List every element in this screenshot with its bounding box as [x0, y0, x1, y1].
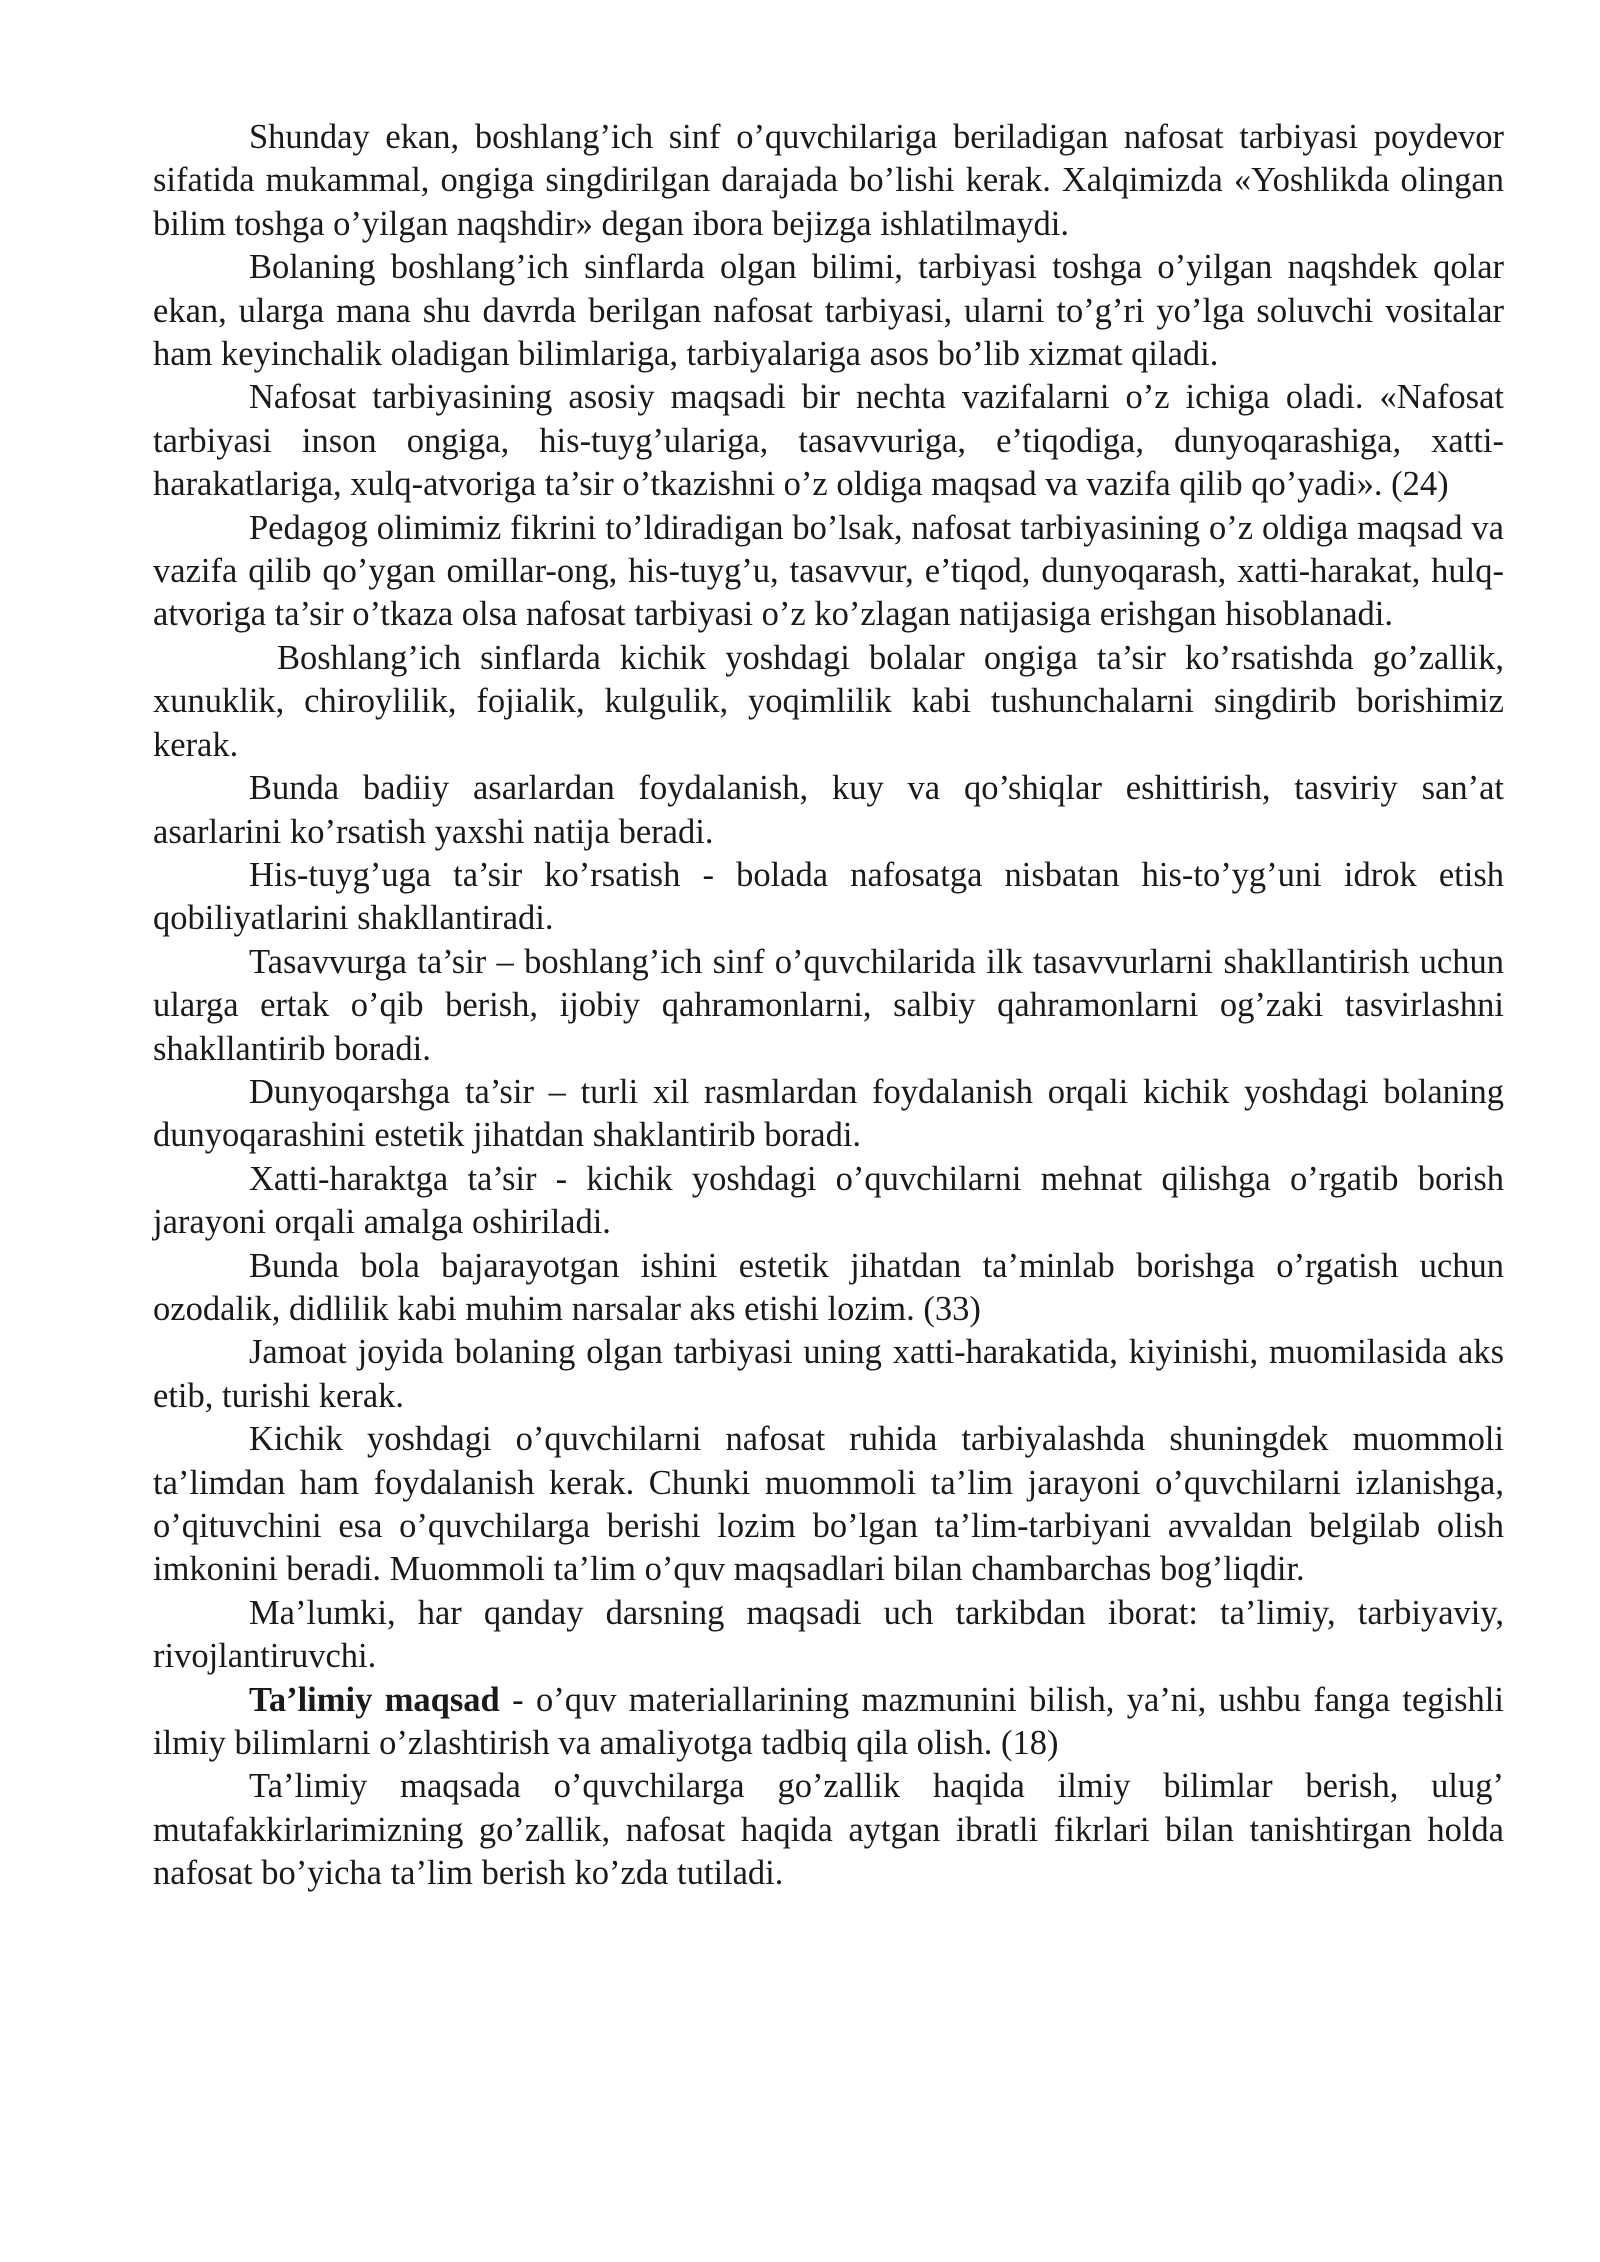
talimiy-maqsad-paragraph — [153, 1679, 1504, 1766]
paragraph: Ta’limiy maqsada o’quvchilarga go’zallik haqida ilmiy bilimlar berish, ulug’ mutafakkirlarimizning go’zallik, nafosat haqida aytgan ibratli fikrlari bilan tanishtirgan holda nafosat bo’yicha ta’lim berish ko’zda tutiladi. — [153, 1767, 1504, 1893]
paragraph: Ma’lumki, har qanday darsning maqsadi uch tarkibdan iborat: ta’limiy, tarbiyaviy, rivojlantiruvchi. — [153, 1593, 1504, 1676]
paragraph: Nafosat tarbiyasining asosiy maqsadi bir nechta vazifalarni o’z ichiga oladi. «Nafosat tarbiyasi inson ongiga, his-tuyg’ulariga, tasavvuriga, e’tiqodiga, dunyoqarashiga, xatti-harakatlariga, xulq-atvoriga ta’sir o’tkazishni o’z oldiga maqsad va vazifa qilib qo’yadi». (24) — [153, 378, 1504, 504]
talimiy-maqsad-term: Ta’limiy maqsad — [249, 1680, 500, 1719]
paragraph: Bunda badiiy asarlardan foydalanish, kuy va qo’shiqlar eshittirish, tasviriy san’at asarlarini ko’rsatish yaxshi natija beradi. — [153, 769, 1504, 851]
paragraph: Xatti-haraktga ta’sir - kichik yoshdagi o’quvchilarni mehnat qilishga o’rgatib borish jarayoni orqali amalga oshiriladi. — [153, 1159, 1504, 1242]
paragraph: Pedagog olimimiz fikrini to’ldiradigan bo’lsak, nafosat tarbiyasining o’z oldiga maqsad va vazifa qilib qo’ygan omillar-ong, his-tuyg’u, tasavvur, e’tiqod, dunyoqarash, xatti-harakat, hulq-atvoriga ta’sir o’tkaza olsa nafosat tarbiyasi o’z ko’zlagan natijasiga erishgan hisoblanadi. — [153, 508, 1504, 634]
paragraph: Tasavvurga ta’sir – boshlang’ich sinf o’quvchilarida ilk tasavvurlarni shakllantirish uchun ularga ertak o’qib berish, ijobiy qahramonlarni, salbiy qahramonlarni og’zaki tasvirlashni shakllantirib boradi. — [153, 942, 1504, 1068]
paragraph: Bolaning boshlang’ich sinflarda olgan bilimi, tarbiyasi toshga o’yilgan naqshdek qolar ekan, ularga mana shu davrda berilgan nafosat tarbiyasi, ularni to’g’ri yo’lga soluvchi vositalar ham keyinchalik oladigan bilimlariga, tarbiyalariga asos bo’lib xizmat qiladi. — [153, 248, 1504, 374]
paragraph: Jamoat joyida bolaning olgan tarbiyasi uning xatti-harakatida, kiyinishi, muomilasida aks etib, turishi kerak. — [153, 1333, 1504, 1415]
document-page — [153, 116, 1504, 1896]
paragraph: Boshlang’ich sinflarda kichik yoshdagi bolalar ongiga ta’sir ko’rsatishda go’zallik, xunuklik, chiroylilik, fojialik, kulgulik, yoqimlilik kabi tushunchalarni singdirib borishimiz kerak. — [153, 638, 1504, 764]
paragraph: Dunyoqarshga ta’sir – turli xil rasmlardan foydalanish orqali kichik yoshdagi bolaning dunyoqarashini estetik jihatdan shaklantirib boradi. — [153, 1072, 1504, 1155]
paragraph: Kichik yoshdagi o’quvchilarni nafosat ruhida tarbiyalashda shuningdek muommoli ta’limdan ham foydalanish kerak. Chunki muommoli ta’lim jarayoni o’quvchilarni izlanishga, o’qituvchini esa o’quvchilarga berishi lozim bo’lgan ta’lim-tarbiyani avvaldan belgilab olish imkonini beradi. Muommoli ta’lim o’quv maqsadlari bilan chambarchas bog’liqdir. — [153, 1420, 1504, 1589]
talimiy-maqsad-definition: - o’quv materiallarining mazmunini bilish, ya’ni, ushbu fanga tegishli ilmiy bilimlarni o’zlashtirish va amaliyotga tadbiq qila olish. (18) — [153, 1680, 1504, 1763]
paragraph: His-tuyg’uga ta’sir ko’rsatish - bolada nafosatga nisbatan his-to’yg’uni idrok etish qobiliyatlarini shakllantiradi. — [153, 855, 1504, 938]
paragraph: Shunday ekan, boshlang’ich sinf o’quvchilariga beriladigan nafosat tarbiyasi poydevor sifatida mukammal, ongiga singdirilgan darajada bo’lishi kerak. Xalqimizda «Yoshlikda olingan bilim toshga o’yilgan naqshdir» degan ibora bejizga ishlatilmaydi. — [153, 118, 1504, 243]
paragraph: Bunda bola bajarayotgan ishini estetik jihatdan ta’minlab borishga o’rgatish uchun ozodalik, didlilik kabi muhim narsalar aks etishi lozim. (33) — [153, 1246, 1504, 1328]
